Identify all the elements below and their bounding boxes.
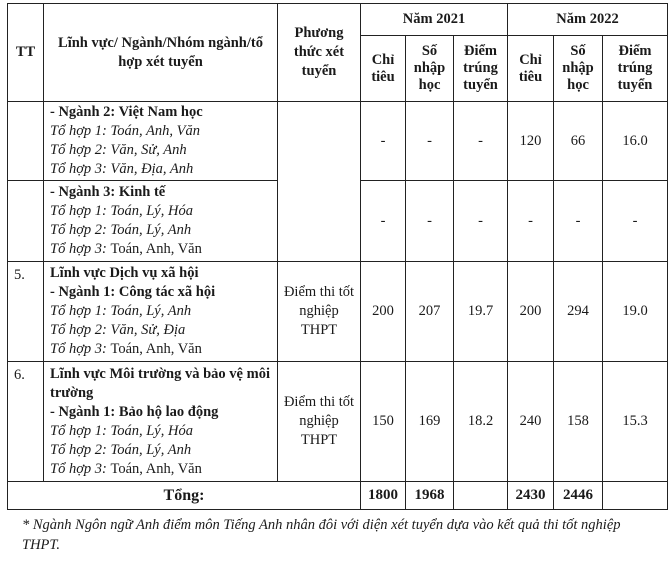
total-enrolled-2021: 1968 — [406, 482, 454, 510]
header-tt: TT — [8, 4, 44, 102]
total-label: Tổng: — [8, 482, 361, 510]
enrolled-2022: 158 — [554, 362, 603, 482]
combo: Tổ hợp 3: Văn, Địa, Anh — [50, 161, 194, 177]
header-year-2021: Năm 2021 — [361, 4, 508, 36]
row-method — [278, 102, 361, 262]
field-title: Lĩnh vực Môi trường và bảo vệ môi trường — [50, 365, 270, 401]
row-tt — [8, 181, 44, 262]
score-2021: - — [454, 102, 508, 181]
combo: Tổ hợp 1: Toán, Lý, Anh — [50, 303, 192, 319]
combo: Tổ hợp 1: Toán, Anh, Văn — [50, 123, 200, 139]
combo: Tổ hợp 1: Toán, Lý, Hóa — [50, 422, 193, 439]
header-score-2021: Điểm trúng tuyển — [454, 36, 508, 102]
table-row — [8, 262, 668, 362]
row-field — [44, 362, 278, 482]
total-score-2022 — [603, 482, 668, 510]
total-row — [8, 482, 668, 510]
enrolled-2021: 169 — [406, 362, 454, 482]
enrolled-2021: 207 — [406, 262, 454, 362]
row-tt — [8, 102, 44, 181]
quota-2022: 240 — [508, 362, 554, 482]
combo: Tổ hợp 2: Văn, Sử, Anh — [50, 142, 187, 158]
combo-label: Tổ hợp 3: — [50, 460, 111, 477]
combo: Tổ hợp 2: Toán, Lý, Anh — [50, 441, 192, 458]
header-field: Lĩnh vực/ Ngành/Nhóm ngành/tổ hợp xét tuyển — [44, 4, 278, 102]
combo-subjects: Toán, Anh, Văn — [110, 341, 202, 357]
quota-2021: 200 — [361, 262, 406, 362]
combo-label: Tổ hợp 3: — [50, 241, 111, 257]
row-tt: 5. — [8, 262, 44, 362]
enrolled-2022: - — [554, 181, 603, 262]
combo — [50, 460, 273, 479]
score-2022: 19.0 — [603, 262, 668, 362]
combo-subjects: Toán, Anh, Văn — [110, 241, 202, 257]
quota-2022: - — [508, 181, 554, 262]
enrolled-2022: 66 — [554, 102, 603, 181]
header-row-top — [8, 4, 668, 36]
combo: Tổ hợp 2: Văn, Sử, Địa — [50, 322, 186, 338]
footnote: * Ngành Ngôn ngữ Anh điểm môn Tiếng Anh nhân đôi với diện xét tuyển dựa vào kết quả thi tốt nghiệp THPT. — [22, 517, 621, 553]
field-title: Lĩnh vực Dịch vụ xã hội — [50, 265, 199, 281]
table-row — [8, 102, 668, 181]
enrolled-2021: - — [406, 102, 454, 181]
quota-2021: 150 — [361, 362, 406, 482]
score-2021: 19.7 — [454, 262, 508, 362]
score-2022: 15.3 — [603, 362, 668, 482]
quota-2021: - — [361, 181, 406, 262]
score-2022: 16.0 — [603, 102, 668, 181]
major-title: - Ngành 1: Công tác xã hội — [50, 284, 216, 300]
major-title: - Ngành 2: Việt Nam học — [50, 104, 203, 120]
row-method: Điểm thi tốt nghiệp THPT — [278, 262, 361, 362]
combo-label: Tổ hợp 3: — [50, 341, 111, 357]
total-score-2021 — [454, 482, 508, 510]
score-2021: - — [454, 181, 508, 262]
quota-2022: 200 — [508, 262, 554, 362]
combo: Tổ hợp 2: Toán, Lý, Anh — [50, 222, 192, 238]
score-2022: - — [603, 181, 668, 262]
combo — [50, 240, 273, 259]
quota-2022: 120 — [508, 102, 554, 181]
header-year-2022: Năm 2022 — [508, 4, 668, 36]
combo — [50, 340, 273, 359]
quota-2021: - — [361, 102, 406, 181]
row-method: Điểm thi tốt nghiệp THPT — [278, 362, 361, 482]
score-2021: 18.2 — [454, 362, 508, 482]
row-field — [44, 181, 278, 262]
admissions-table — [7, 3, 668, 510]
major-title: - Ngành 1: Bảo hộ lao động — [50, 403, 219, 420]
total-quota-2022: 2430 — [508, 482, 554, 510]
major-title: - Ngành 3: Kinh tế — [50, 184, 166, 200]
header-enrolled-2022: Số nhập học — [554, 36, 603, 102]
enrolled-2022: 294 — [554, 262, 603, 362]
header-method: Phương thức xét tuyển — [278, 4, 361, 102]
combo-subjects: Toán, Anh, Văn — [110, 460, 202, 477]
total-quota-2021: 1800 — [361, 482, 406, 510]
header-enrolled-2021: Số nhập học — [406, 36, 454, 102]
header-score-2022: Điểm trúng tuyển — [603, 36, 668, 102]
row-tt: 6. — [8, 362, 44, 482]
total-enrolled-2022: 2446 — [554, 482, 603, 510]
header-quota-2021: Chỉ tiêu — [361, 36, 406, 102]
table-row — [8, 362, 668, 482]
combo: Tổ hợp 1: Toán, Lý, Hóa — [50, 203, 193, 219]
header-quota-2022: Chỉ tiêu — [508, 36, 554, 102]
row-field — [44, 262, 278, 362]
enrolled-2021: - — [406, 181, 454, 262]
row-field — [44, 102, 278, 181]
